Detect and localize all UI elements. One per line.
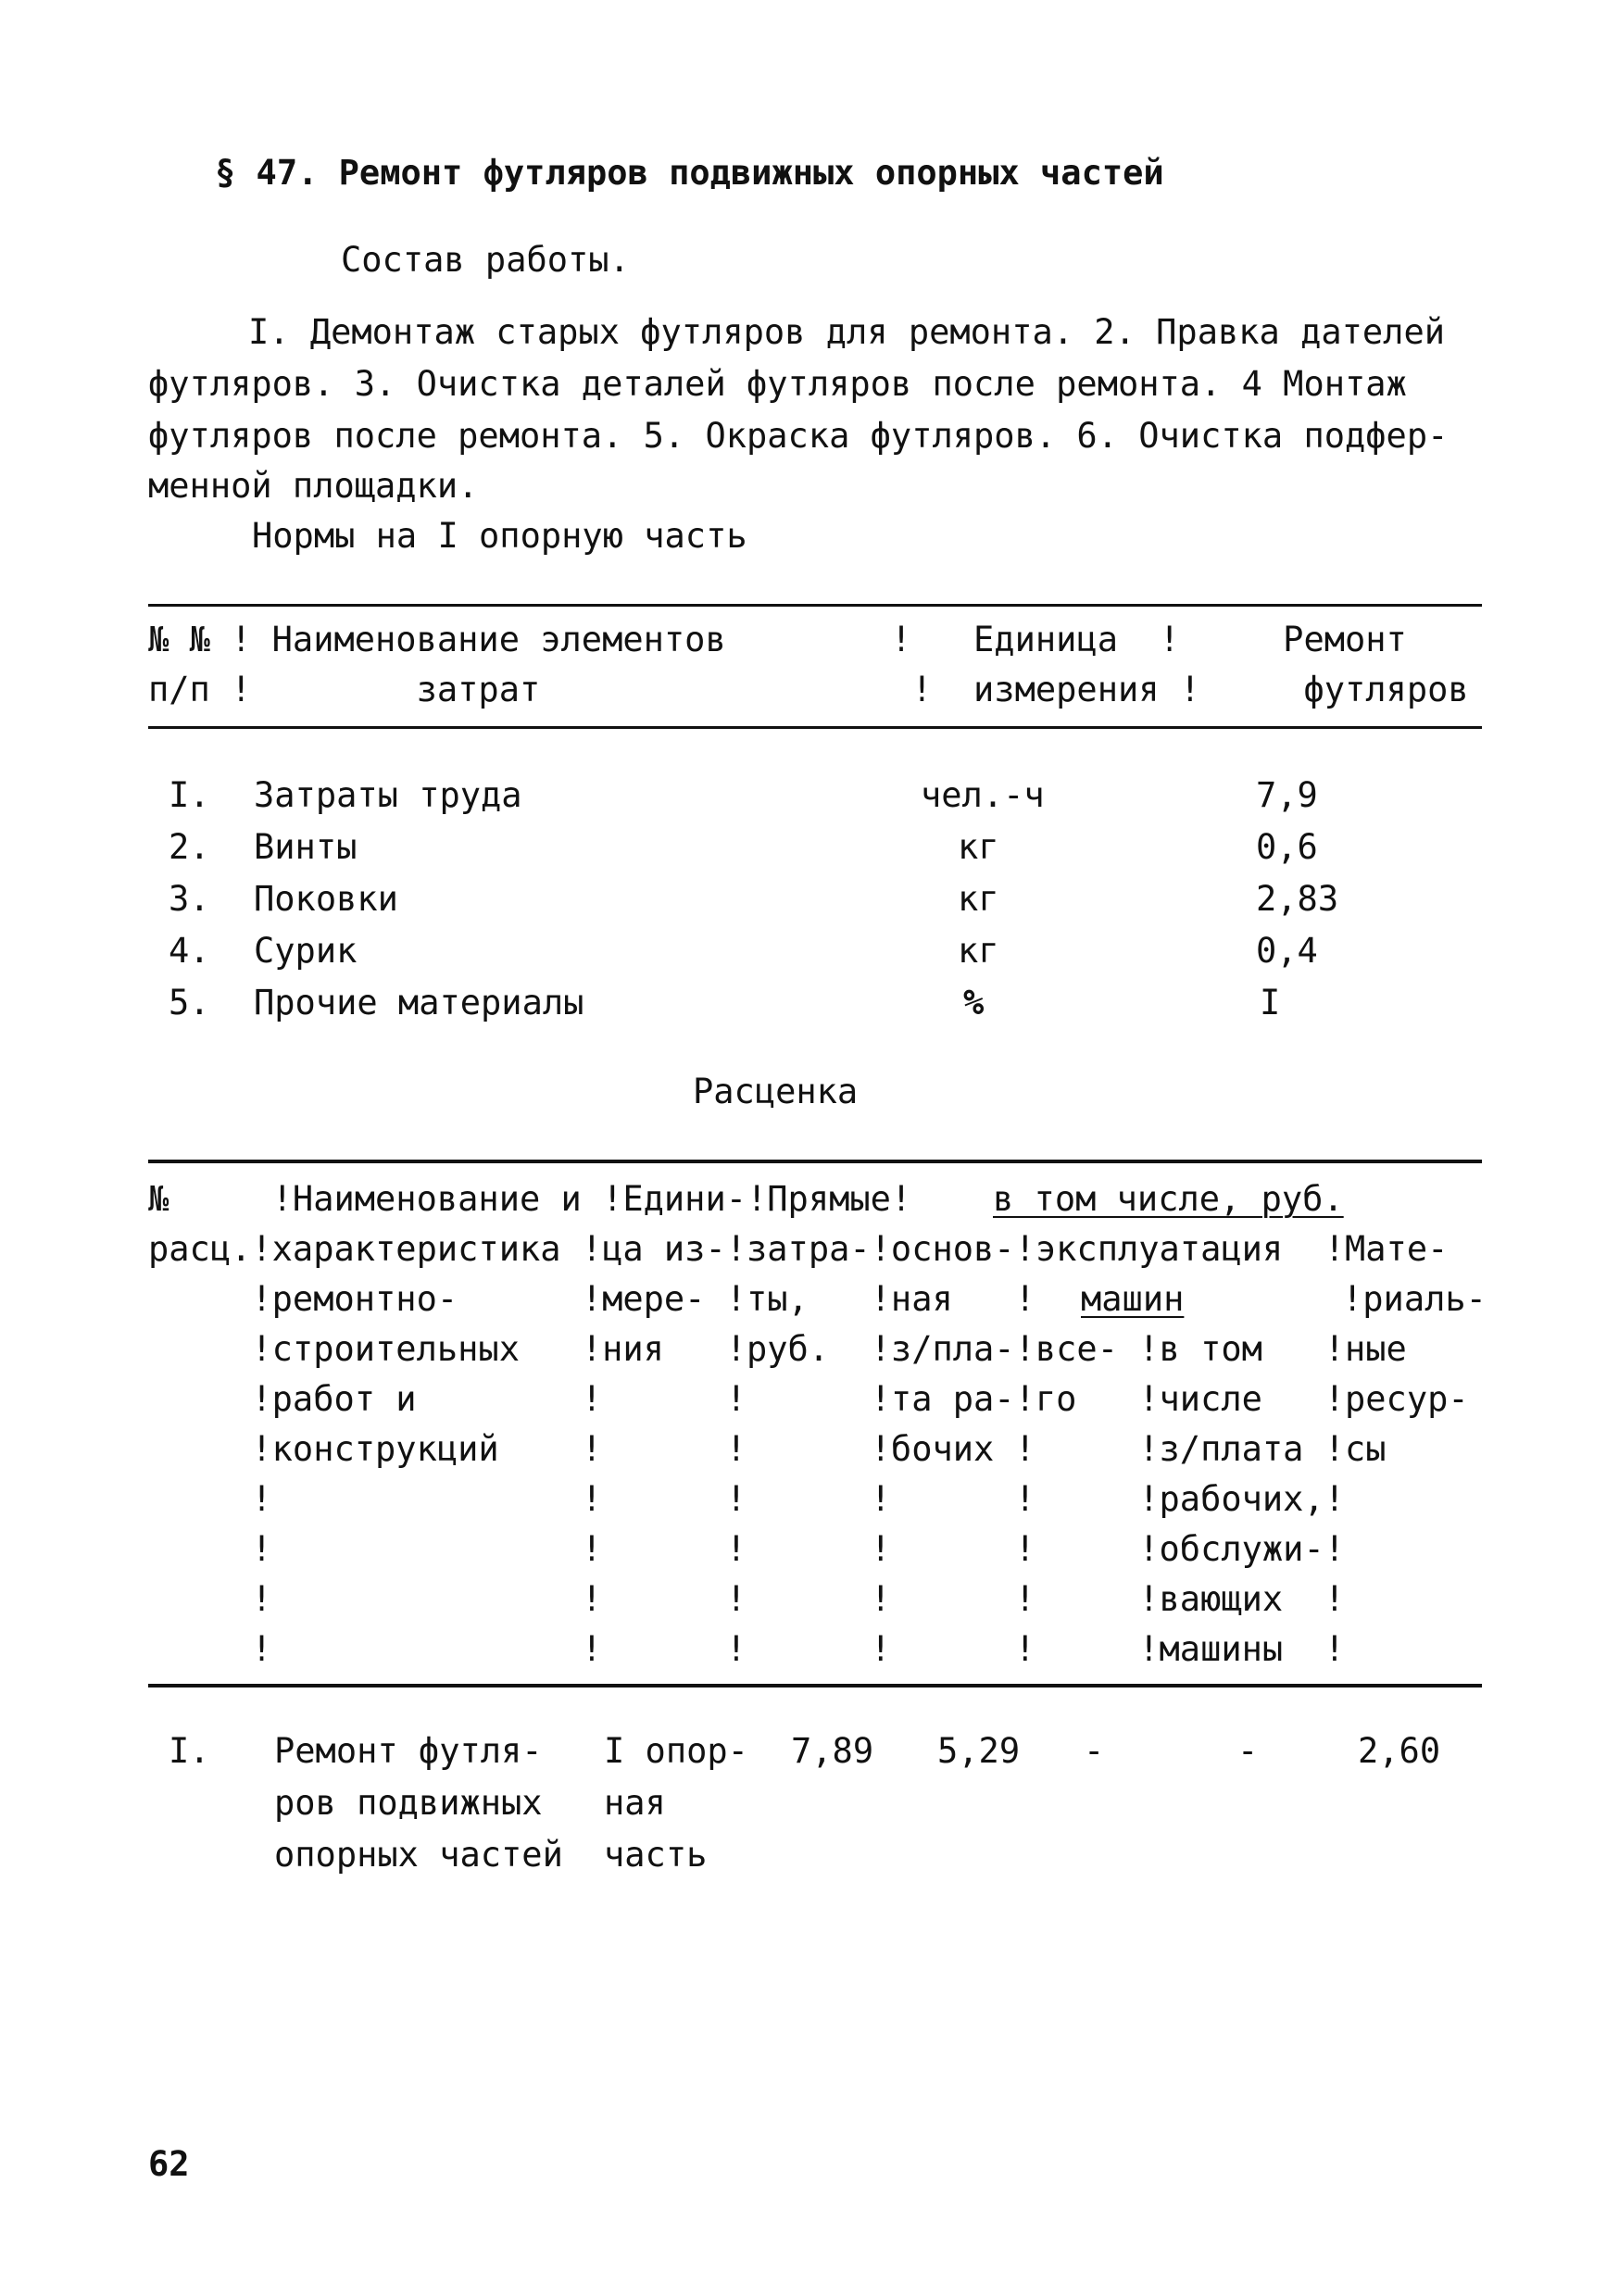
norms-row-name: Прочие материалы bbox=[254, 983, 584, 1023]
rates-header-line: ! ! ! ! ! !машины ! bbox=[148, 1629, 1346, 1669]
norms-row-value: 2,83 bbox=[1256, 879, 1339, 919]
norms-row-number: I. bbox=[169, 775, 210, 815]
norms-header-row: № № ! Наименование элементов ! Единица ! Ремонт bbox=[148, 620, 1407, 659]
norms-row-name: Винты bbox=[254, 827, 358, 867]
norms-row-unit: кг bbox=[958, 879, 999, 919]
composition-heading: Состав работы. bbox=[341, 240, 630, 280]
composition-line: футляров после ремонта. 5. Окраска футляров. 6. Очистка подфер- bbox=[148, 416, 1449, 456]
rates-header-line: !ремонтно- !мере- !ты, !ная ! bbox=[148, 1279, 1035, 1319]
rates-header-line: !строительных !ния !руб. !з/пла-!все- !в том !ные bbox=[148, 1329, 1407, 1369]
norms-table-header-rule bbox=[148, 726, 1482, 729]
rates-row-machines-wages: - bbox=[1237, 1731, 1259, 1771]
composition-line: I. Демонтаж старых футляров для ремонта. 2. Правка дателей bbox=[248, 312, 1446, 352]
rates-row-name-line: Ремонт футля- bbox=[274, 1731, 543, 1771]
section-title: § 47. Ремонт футляров подвижных опорных частей bbox=[215, 153, 1164, 193]
rates-row-name-line: опорных частей bbox=[274, 1835, 563, 1875]
norms-row-number: 5. bbox=[169, 983, 210, 1023]
norms-row-value: I bbox=[1260, 983, 1281, 1023]
rates-header-machines: машин bbox=[1081, 1279, 1185, 1319]
rates-caption: Расценка bbox=[693, 1072, 859, 1111]
rates-header-line: ! ! ! ! ! !вающих ! bbox=[148, 1579, 1346, 1619]
rates-header-material-tail: !риаль- bbox=[1342, 1279, 1487, 1319]
norms-table-top-rule bbox=[148, 604, 1482, 607]
page-number: 62 bbox=[148, 2144, 190, 2184]
norms-row-value: 7,9 bbox=[1256, 775, 1318, 815]
norms-row-name: Поковки bbox=[254, 879, 398, 919]
rates-row-unit-line: часть bbox=[604, 1835, 708, 1875]
norms-row-name: Затраты труда bbox=[254, 775, 522, 815]
norms-row-unit: кг bbox=[958, 827, 999, 867]
norms-row-unit: % bbox=[963, 983, 985, 1023]
rates-row-machines-total: - bbox=[1084, 1731, 1105, 1771]
norms-row-number: 2. bbox=[169, 827, 210, 867]
rates-header-line: !работ и ! ! !та ра-!го !числе !ресур- bbox=[148, 1379, 1469, 1419]
rates-row-number: I. bbox=[169, 1731, 210, 1771]
norms-caption: Нормы на I опорную часть bbox=[252, 516, 747, 556]
rates-row-name-line: ров подвижных bbox=[274, 1783, 543, 1823]
norms-row-value: 0,6 bbox=[1256, 827, 1318, 867]
norms-row-name: Сурик bbox=[254, 931, 358, 971]
norms-row-number: 4. bbox=[169, 931, 210, 971]
rates-row-wages: 5,29 bbox=[937, 1731, 1021, 1771]
rates-header-line: расц.!характеристика !ца из-!затра-!основ-!эксплуатация !Мате- bbox=[148, 1229, 1449, 1269]
norms-row-unit: кг bbox=[958, 931, 999, 971]
rates-header-line: № !Наименование и !Едини-!Прямые! bbox=[148, 1179, 912, 1219]
norms-header-row: п/п ! затрат ! измерения ! футляров bbox=[148, 670, 1469, 709]
composition-line: менной площадки. bbox=[148, 466, 479, 506]
rates-header-line: ! ! ! ! ! !обслужи-! bbox=[148, 1529, 1346, 1569]
rates-row-direct-cost: 7,89 bbox=[791, 1731, 874, 1771]
rates-header-including: в том числе, руб. bbox=[993, 1179, 1344, 1219]
composition-line: футляров. 3. Очистка деталей футляров после ремонта. 4 Монтаж bbox=[148, 364, 1407, 404]
norms-row-unit: чел.-ч bbox=[921, 775, 1045, 815]
norms-row-value: 0,4 bbox=[1256, 931, 1318, 971]
rates-row-materials: 2,60 bbox=[1358, 1731, 1441, 1771]
rates-header-line: !конструкций ! ! !бочих ! !з/плата !сы bbox=[148, 1429, 1387, 1469]
rates-header-line: ! ! ! ! ! !рабочих,! bbox=[148, 1479, 1346, 1519]
rates-row-unit-line: ная bbox=[604, 1783, 666, 1823]
norms-row-number: 3. bbox=[169, 879, 210, 919]
rates-row-unit-line: I опор- bbox=[604, 1731, 748, 1771]
rates-table-header-rule bbox=[148, 1684, 1482, 1687]
rates-table-top-rule bbox=[148, 1160, 1482, 1163]
